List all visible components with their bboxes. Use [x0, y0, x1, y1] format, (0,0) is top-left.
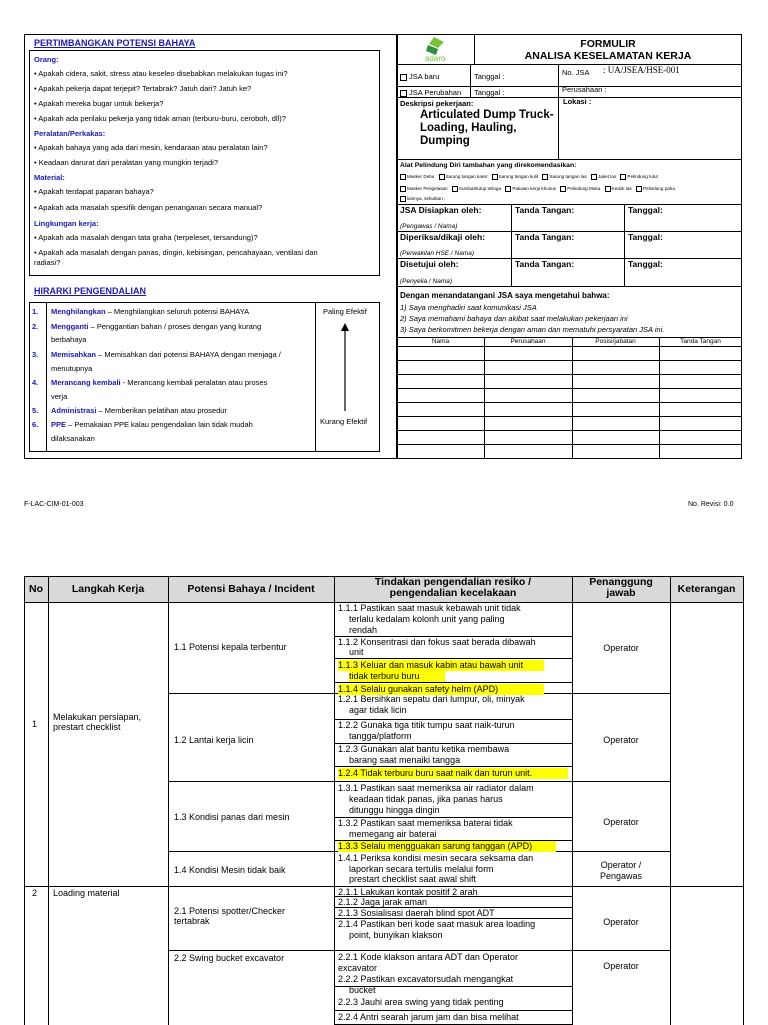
control-action: 1.1.1 Pastikan saat masuk kebawah unit tidak	[338, 603, 521, 613]
col-header-keterangan: Keterangan	[677, 583, 736, 595]
control-action-highlighted: 1.2.4 Tidak terburu buru saat naik dan turun unit.	[338, 768, 568, 779]
hirarki-num: 4.	[32, 378, 39, 387]
control-action: 2.2.2 Pastikan excavatorsudah mengangkat	[338, 974, 514, 984]
adaro-logo-text: adaro	[425, 54, 446, 63]
control-action: 1.2.1 Bersihkan sepatu dari lumpur, oli, minyak	[338, 694, 525, 704]
hirarki-item-cont: menutupnya	[51, 364, 93, 373]
tanggal-field[interactable]: Tanggal:	[628, 259, 663, 269]
agreement-item: 2) Saya memahami bahaya dan akibat saat melakukan pekerjaan ini	[400, 314, 628, 323]
control-action: point, bunyikan klakson	[349, 930, 443, 940]
control-action: agar tidak licin	[349, 705, 407, 715]
responsible-person: Operator	[603, 643, 639, 653]
orang-item: • Apakah ada perilaku pekerja yang tidak aman (terburu-buru, ceroboh, dll)?	[34, 114, 286, 123]
hirarki-num: 2.	[32, 322, 39, 331]
hirarki-item-cont: verja	[51, 392, 68, 401]
control-action: rendah	[349, 625, 378, 635]
apd-options-row[interactable]: Masker Debu Sarung tangan karet Sarung tangan kulit Sarung tangan las Jaket las Pelindung lutut	[400, 174, 658, 180]
lingkungan-item: radiasi?	[34, 258, 61, 267]
control-action: unit	[349, 647, 364, 657]
control-action: bucket	[349, 985, 376, 995]
apd-other[interactable]: lainnya, sebutkan :	[400, 196, 445, 202]
lokasi-field[interactable]: Lokasi :	[563, 97, 592, 106]
hirarki-item-cont: dilaksanakan	[51, 434, 95, 443]
control-action: 2.2.3 Jauhi area swing yang tidak penting	[338, 997, 504, 1007]
hazard-item: 2.2 Swing bucket excavator	[174, 953, 285, 963]
responsible-person: Operator	[603, 735, 639, 745]
hirarki-num: 5.	[32, 406, 39, 415]
deskripsi-label: Deskripsi pekerjaan:	[400, 99, 474, 108]
control-action: 2.1.2 Jaga jarak aman	[338, 897, 428, 907]
responsible-person: Pengawas	[599, 871, 643, 881]
responsible-person: Operator	[603, 961, 639, 971]
col-header-tindakan: Tindakan pengendalian resiko / pengendalian kecelakaan	[374, 576, 532, 599]
control-action: 1.3.1 Pastikan saat memeriksa air radiator dalam	[338, 783, 534, 793]
attendance-header: Tanda Tangan	[680, 338, 721, 345]
hazard-item: 1.3 Kondisi panas dari mesin	[174, 812, 290, 822]
hirarki-item: Menghilangkan – Menghilangkan seluruh potensi BAHAYA	[51, 307, 250, 316]
control-action: memegang air baterai	[349, 829, 437, 839]
tanggal-field[interactable]: Tanggal :	[474, 88, 505, 97]
jsa-baru-option[interactable]: JSA baru	[400, 72, 439, 82]
hirarki-item: Administrasi – Memberikan pelatihan atau prosedur	[51, 406, 227, 415]
control-action: 1.2.3 Gunakan alat bantu ketika membawa	[338, 744, 510, 754]
peralatan-item: • Apakah bahaya yang ada dari mesin, kendaraan atau peralatan lain?	[34, 143, 268, 152]
potensi-bahaya-title: PERTIMBANGKAN POTENSI BAHAYA	[34, 38, 196, 48]
jsa-perubahan-option[interactable]: JSA Perubahan	[400, 88, 461, 98]
hirarki-item: Merancang kembali - Merancang kembali peralatan atau proses	[51, 378, 268, 387]
tanda-tangan-field[interactable]: Tanda Tangan:	[515, 259, 575, 269]
sign-sub: (Perwakilan HSE / Nama)	[400, 250, 475, 257]
col-header-no: No	[29, 583, 43, 595]
control-action: 1.2.2 Gunaka tiga titik tumpu saat naik-turun	[338, 720, 515, 730]
perusahaan-field[interactable]: Perusahaan :	[562, 85, 607, 94]
control-action: 1.3.2 Pastikan saat memeriksa baterai tidak	[338, 818, 513, 828]
control-action: keadaan tidak panas, jika panas harus	[349, 794, 503, 804]
attendance-header: Posisi/jabatan	[595, 338, 636, 345]
deskripsi-value: Dumping	[420, 135, 470, 147]
agreement-item: 3) Saya berkomitmen bekerja dengan aman dan mematuhi persyaratan JSA ini.	[400, 325, 665, 334]
agreement-item: 1) Saya menghadiri saat komunikasi JSA	[400, 303, 537, 312]
kurang-efektif-label: Kurang Efektif	[320, 417, 368, 426]
hirarki-num: 1.	[32, 307, 39, 316]
lingkungan-item: • Apakah ada masalah dengan panas, dingin, kebisingan, pencahayaan, ventilasi dan	[34, 248, 318, 257]
sign-sub: (Penyelia / Nama)	[400, 278, 453, 285]
col-header-penanggung: Penanggung jawab	[589, 576, 653, 599]
hazard-item: 2.1 Potensi spotter/Checker	[174, 906, 286, 916]
sign-label: Diperiksa/dikaji oleh:	[400, 232, 486, 242]
adaro-logo-icon	[424, 36, 448, 56]
control-action: 2.1.4 Pastikan beri kode saat masuk area loading	[338, 919, 536, 929]
step-number: 2	[32, 888, 38, 898]
control-action-highlighted: 1.1.3 Keluar dan masuk kabin atau bawah unit	[338, 660, 544, 671]
deskripsi-value: Articulated Dump Truck-	[420, 109, 554, 121]
sign-label: Disetujui oleh:	[400, 259, 459, 269]
material-item: • Apakah ada masalah spesifik dengan penanganan secara manual?	[34, 203, 263, 212]
control-action-highlighted: 1.3.3 Selalu mengguakan sarung tanggan (APD)	[338, 841, 556, 852]
orang-item: • Apakah cidera, sakit, stress atau keseleo disebabkan melakukan tugas ini?	[34, 69, 288, 78]
hazard-item: 1.1 Potensi kepala terbentur	[174, 642, 287, 652]
responsible-person: Operator	[603, 817, 639, 827]
hirarki-title: HIRARKI PENGENDALIAN	[34, 286, 147, 296]
hirarki-item: Memisahkan – Memisahkan dari potensi BAHAYA dengan menjaga /	[51, 350, 281, 359]
responsible-person: Operator	[603, 917, 639, 927]
col-header-langkah: Langkah Kerja	[71, 583, 145, 595]
control-action-highlighted: 1.1.4 Selalu gunakan safety helm (APD)	[338, 684, 544, 695]
control-action: laporkan secara tertulis melalui form	[349, 864, 494, 874]
step-number: 1	[32, 719, 38, 729]
form-code: F-LAC-CIM-01-003	[24, 501, 84, 508]
hirarki-item-cont: berbahaya	[51, 335, 87, 344]
control-action: 2.1.1 Lakukan kontak positif 2 arah	[338, 887, 478, 897]
hazard-item: 1.4 Kondisi Mesin tidak baik	[174, 865, 286, 875]
hazard-item: tertabrak	[174, 916, 210, 926]
material-title: Material:	[34, 173, 65, 182]
hirarki-num: 3.	[32, 350, 39, 359]
control-action: barang saat menaiki tangga	[349, 755, 461, 765]
control-action: terlalu kedalam kolonh unit yang paling	[349, 614, 505, 624]
attendance-header: Nama	[431, 338, 450, 345]
step-name: Loading material	[53, 888, 120, 898]
attendance-grid	[397, 337, 742, 459]
form-subtitle: ANALISA KESELAMATAN KERJA	[524, 50, 692, 62]
control-action: 1.1.2 Konsentrasi dan fokus saat berada dibawah	[338, 637, 536, 647]
hirarki-num: 6.	[32, 420, 39, 429]
peralatan-title: Peralatan/Perkakas:	[34, 129, 106, 138]
peralatan-item: • Keadaan darurat dari peralatan yang mungkin terjadi?	[34, 158, 218, 167]
no-jsa-label: No. JSA	[562, 68, 590, 77]
no-jsa-value: : UA/JSEA/HSE-001	[603, 65, 680, 75]
control-action: tangga/platform	[349, 731, 412, 741]
step-name: Melakukan persiapan,	[53, 712, 142, 722]
tanda-tangan-field[interactable]: Tanda Tangan:	[515, 232, 575, 242]
control-action: 2.1.3 Sosialisasi daerah blind spot ADT	[338, 908, 495, 918]
form-title: FORMULIR	[580, 38, 636, 50]
sign-sub: (Pengawas / Nama)	[400, 223, 458, 230]
jsa-table	[24, 576, 744, 1025]
paling-efektif-label: Paling Efektif	[323, 307, 367, 316]
control-action: excavator	[338, 963, 378, 973]
col-header-potensi: Potensi Bahaya / Incident	[187, 583, 315, 595]
revision-number: No. Revisi: 0.0	[688, 501, 734, 508]
responsible-person: Operator /	[600, 860, 642, 870]
sign-label: JSA Disiapkan oleh:	[400, 205, 482, 215]
deskripsi-value: Loading, Hauling,	[420, 122, 517, 134]
control-action: 2.2.4 Antri searah jarum jam dan bisa melihat	[338, 1012, 519, 1022]
orang-item: • Apakah mereka bugar untuk bekerja?	[34, 99, 164, 108]
step-name: prestart checklist	[53, 722, 121, 732]
control-action: 1.4.1 Periksa kondisi mesin secara seksama dan	[338, 853, 534, 863]
apd-title: Alat Pelindung Diri tambahan yang direkomendasikan:	[400, 162, 577, 169]
control-action: prestart checklist saat awal shift	[349, 874, 477, 884]
tanggal-field[interactable]: Tanggal:	[628, 205, 663, 215]
tanggal-field[interactable]: Tanggal:	[628, 232, 663, 242]
material-item: • Apakah terdapat paparan bahaya?	[34, 187, 154, 196]
lingkungan-item: • Apakah ada masalah dengan tata graha (terpeleset, tersandung)?	[34, 233, 258, 242]
orang-title: Orang:	[34, 55, 59, 64]
tanggal-field[interactable]: Tanggal :	[474, 72, 505, 81]
agreement-title: Dengan menandatangani JSA saya mengetahui bahwa:	[400, 291, 610, 300]
lingkungan-title: Lingkungan kerja:	[34, 219, 99, 228]
hirarki-item: Mengganti – Penggantian bahan / proses dengan yang kurang	[51, 322, 262, 331]
hazard-item: 1.2 Lantai kerja licin	[174, 735, 254, 745]
effectiveness-arrow	[340, 323, 350, 413]
attendance-header: Perusahaan	[510, 338, 546, 345]
control-action-highlighted: tidak terburu buru	[349, 671, 445, 682]
control-action: ditunggu hingga dingin	[349, 805, 440, 815]
orang-item: • Apakah pekerja dapat terjepit? Tertabrak? Jatuh dari? Jatuh ke?	[34, 84, 252, 93]
control-action: 2.2.1 Kode klakson antara ADT dan Operator	[338, 952, 518, 962]
apd-options-row[interactable]: Masker Pengelasan Sumbat/tutup telinga Pakaian kerja khusus Pelindung Muka Kedok las Pelindung paha	[400, 186, 675, 192]
tanda-tangan-field[interactable]: Tanda Tangan:	[515, 205, 575, 215]
hirarki-item: PPE – Pemakaian PPE kalau pengendalian lain tidak mudah	[51, 420, 253, 429]
